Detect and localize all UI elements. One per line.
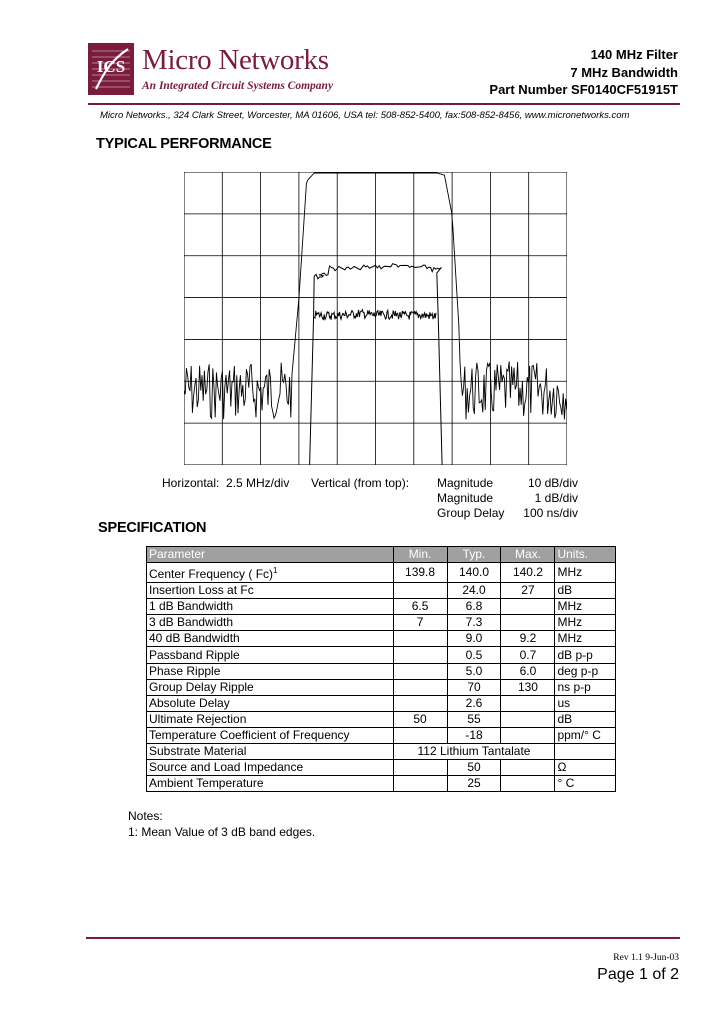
revision-label: Rev 1.1 9-Jun-03 xyxy=(613,953,679,963)
typ-cell: 6.8 xyxy=(447,599,501,615)
trace-name: Magnitude xyxy=(437,476,494,490)
unit-cell: ns p-p xyxy=(555,679,616,695)
table-row xyxy=(147,663,616,679)
param-cell: Insertion Loss at Fc xyxy=(147,583,394,599)
unit-cell: deg p-p xyxy=(555,663,616,679)
min-cell xyxy=(393,663,447,679)
min-cell xyxy=(393,776,447,792)
max-cell: 130 xyxy=(501,679,555,695)
param-cell: 1 dB Bandwidth xyxy=(147,599,394,615)
table-row xyxy=(147,679,616,695)
chart-grid xyxy=(184,172,567,465)
table-header-row xyxy=(147,547,616,563)
typ-cell: 2.6 xyxy=(447,695,501,711)
table-row xyxy=(147,744,616,760)
horizontal-scale-value: 2.5 MHz/div xyxy=(226,476,290,490)
unit-cell: MHz xyxy=(555,599,616,615)
typ-cell: 7.3 xyxy=(447,615,501,631)
table-row xyxy=(147,631,616,647)
column-header: Units. xyxy=(555,547,616,563)
param-cell: Source and Load Impedance xyxy=(147,760,394,776)
min-cell: 7 xyxy=(393,615,447,631)
trace-scale: 1 dB/div xyxy=(534,491,578,505)
substrate-value: 112 Lithium Tantalate xyxy=(393,744,555,760)
column-header: Parameter xyxy=(147,547,394,563)
unit-cell: MHz xyxy=(555,615,616,631)
company-name: Micro Networks xyxy=(142,44,329,76)
typ-cell: 5.0 xyxy=(447,663,501,679)
max-cell xyxy=(501,727,555,743)
part-number: Part Number SF0140CF51915T xyxy=(489,82,678,97)
param-cell: Ultimate Rejection xyxy=(147,711,394,727)
footer-divider xyxy=(86,937,680,939)
typ-cell: 9.0 xyxy=(447,631,501,647)
unit-cell: us xyxy=(555,695,616,711)
logo-text: ICS xyxy=(96,57,126,76)
product-title-block xyxy=(489,46,678,99)
max-cell xyxy=(501,599,555,615)
product-bandwidth: 7 MHz Bandwidth xyxy=(570,64,678,80)
min-cell: 6.5 xyxy=(393,599,447,615)
product-name: 140 MHz Filter xyxy=(590,47,678,62)
min-cell: 50 xyxy=(393,711,447,727)
max-cell: 9.2 xyxy=(501,631,555,647)
param-cell: Absolute Delay xyxy=(147,695,394,711)
unit-cell: dB xyxy=(555,711,616,727)
typ-cell: 70 xyxy=(447,679,501,695)
max-cell xyxy=(501,711,555,727)
table-row xyxy=(147,711,616,727)
param-cell: Passband Ripple xyxy=(147,647,394,663)
param-cell: 3 dB Bandwidth xyxy=(147,615,394,631)
performance-chart xyxy=(184,172,567,465)
param-cell: Substrate Material xyxy=(147,744,394,760)
company-tagline: An Integrated Circuit Systems Company xyxy=(142,80,334,92)
column-header: Typ. xyxy=(447,547,501,563)
min-cell xyxy=(393,583,447,599)
company-logo xyxy=(88,43,134,95)
max-cell xyxy=(501,776,555,792)
page-number: Page 1 of 2 xyxy=(597,966,679,983)
unit-cell: Ω xyxy=(555,760,616,776)
table-row xyxy=(147,599,616,615)
unit-cell: dB p-p xyxy=(555,647,616,663)
trace-name: Magnitude xyxy=(437,491,494,505)
min-cell: 139.8 xyxy=(393,563,447,583)
param-cell: Group Delay Ripple xyxy=(147,679,394,695)
trace-name: Group Delay xyxy=(437,506,505,520)
unit-cell: MHz xyxy=(555,563,616,583)
notes-section xyxy=(128,808,315,840)
vertical-scale-label: Vertical (from top): xyxy=(311,476,410,490)
table-row xyxy=(147,615,616,631)
typ-cell: -18 xyxy=(447,727,501,743)
max-cell xyxy=(501,615,555,631)
notes-title: Notes: xyxy=(128,809,163,823)
note-item: 1: Mean Value of 3 dB band edges. xyxy=(128,825,316,839)
min-cell xyxy=(393,679,447,695)
typ-cell: 50 xyxy=(447,760,501,776)
table-row xyxy=(147,727,616,743)
ics-logo-icon xyxy=(88,43,134,95)
header-divider xyxy=(88,103,680,105)
specification-heading: SPECIFICATION xyxy=(98,520,207,536)
specification-table xyxy=(146,546,616,792)
table-row xyxy=(147,760,616,776)
param-cell: Phase Ripple xyxy=(147,663,394,679)
min-cell xyxy=(393,695,447,711)
typ-cell: 140.0 xyxy=(447,563,501,583)
trace-scale: 10 dB/div xyxy=(527,476,578,490)
footnote-marker: 1 xyxy=(273,566,278,576)
table-row xyxy=(147,776,616,792)
unit-cell: ° C xyxy=(555,776,616,792)
param-cell: Center Frequency ( Fc)$^1$ xyxy=(147,563,394,583)
typ-cell: 25 xyxy=(447,776,501,792)
table-row xyxy=(147,647,616,663)
table-row xyxy=(147,583,616,599)
typ-cell: 0.5 xyxy=(447,647,501,663)
param-cell: Ambient Temperature xyxy=(147,776,394,792)
column-header: Max. xyxy=(501,547,555,563)
typical-performance-heading: TYPICAL PERFORMANCE xyxy=(96,136,272,152)
min-cell xyxy=(393,631,447,647)
max-cell xyxy=(501,760,555,776)
param-cell: 40 dB Bandwidth xyxy=(147,631,394,647)
unit-cell: ppm/° C xyxy=(555,727,616,743)
unit-cell xyxy=(555,744,616,760)
column-header: Min. xyxy=(393,547,447,563)
max-cell: 0.7 xyxy=(501,647,555,663)
max-cell: 27 xyxy=(501,583,555,599)
max-cell: 6.0 xyxy=(501,663,555,679)
unit-cell: MHz xyxy=(555,631,616,647)
typ-cell: 24.0 xyxy=(447,583,501,599)
unit-cell: dB xyxy=(555,583,616,599)
trace-scale: 100 ns/div xyxy=(523,506,578,520)
max-cell xyxy=(501,695,555,711)
max-cell: 140.2 xyxy=(501,563,555,583)
table-row xyxy=(147,695,616,711)
min-cell xyxy=(393,727,447,743)
table-row xyxy=(147,563,616,583)
typ-cell: 55 xyxy=(447,711,501,727)
param-cell: Temperature Coefficient of Frequency xyxy=(147,727,394,743)
horizontal-scale-label: Horizontal: xyxy=(162,476,220,490)
min-cell xyxy=(393,647,447,663)
min-cell xyxy=(393,760,447,776)
company-address: Micro Networks., 324 Clark Street, Worcester, MA 01606, USA tel: 508-852-5400, fax:508-852-8456, www.micronetworks.com xyxy=(100,110,630,121)
